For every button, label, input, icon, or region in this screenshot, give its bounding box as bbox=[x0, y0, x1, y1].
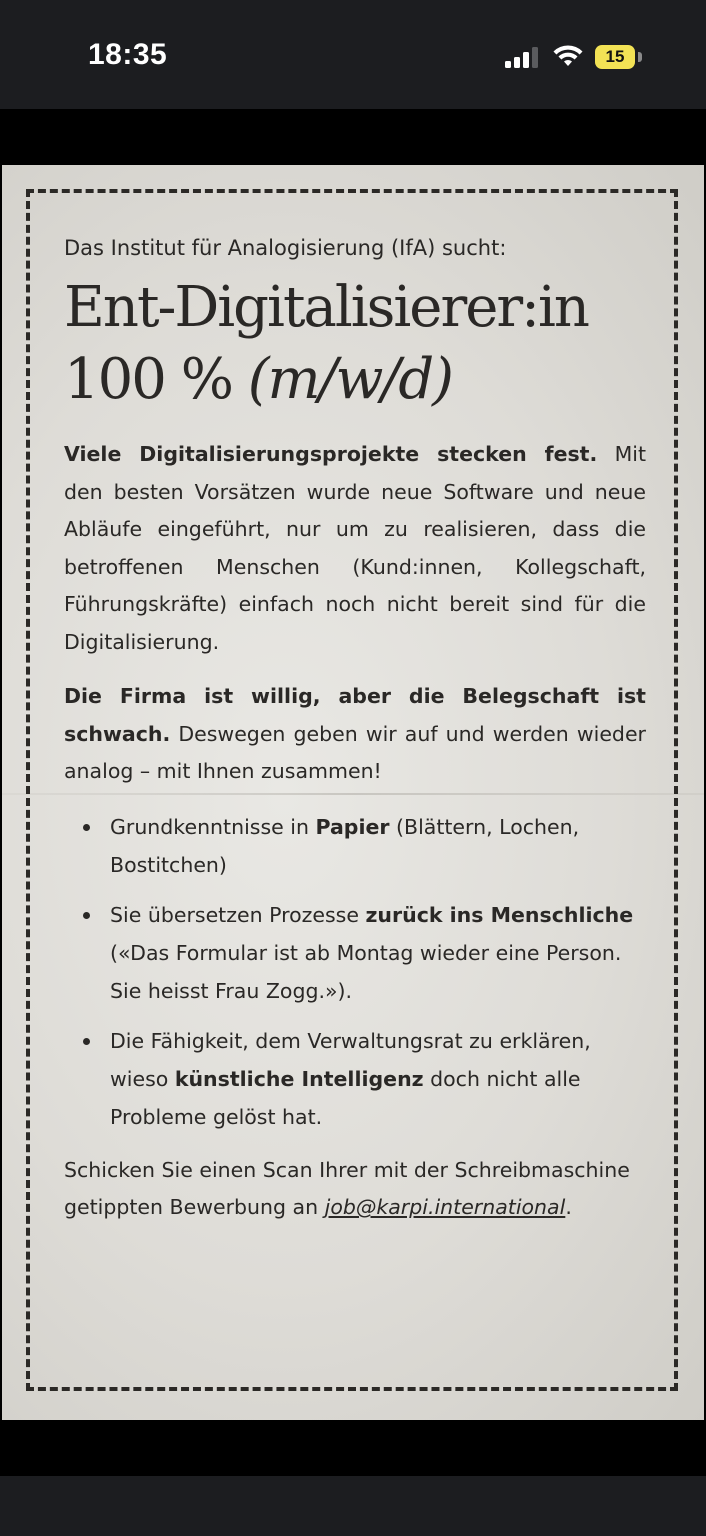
battery-level: 15 bbox=[605, 47, 625, 66]
requirements-list bbox=[64, 808, 646, 1136]
job-title bbox=[64, 272, 646, 416]
paragraph-2-bold: Die Firma ist willig, aber die Belegschaft ist schwach. bbox=[64, 684, 646, 746]
status-bar bbox=[0, 0, 706, 109]
paragraph-2 bbox=[64, 678, 646, 791]
paragraph-2-text: Deswegen geben wir auf und werden wieder analog – mit Ihnen zusammen! bbox=[64, 721, 646, 784]
paragraph-1-bold: Viele Digitalisierungsprojekte stecken fest. bbox=[64, 442, 598, 467]
flyer-image bbox=[2, 165, 704, 1420]
list-item-bold: Papier bbox=[315, 814, 390, 839]
headline-line2-italic: (m/w/d) bbox=[247, 347, 453, 413]
closing-end: . bbox=[565, 1195, 572, 1220]
list-item-bold: zurück ins Menschliche bbox=[365, 902, 634, 927]
list-item bbox=[64, 896, 646, 1010]
paragraph-1-text: Mit den besten Vorsätzen wurde neue Software und neue Abläufe eingeführt, nur um zu realisieren, dass die betroffenen Menschen (Kund:innen, Kollegschaft, Führungskräfte) einfach noch nicht bereit sind für die Digitalisierung. bbox=[64, 442, 647, 654]
list-item-text: Sie übersetzen Prozesse bbox=[110, 902, 366, 927]
list-item-text: (Blättern, Lochen, Bostitchen) bbox=[110, 814, 580, 877]
flyer-content bbox=[64, 235, 646, 1227]
paragraph-1 bbox=[64, 436, 646, 661]
list-item bbox=[64, 808, 646, 884]
email-address: job@karpi.international bbox=[324, 1195, 566, 1220]
battery-icon bbox=[595, 45, 635, 69]
list-item-text: Die Fähigkeit, dem Verwaltungsrat zu erklären, wieso bbox=[110, 1028, 591, 1091]
bullet-icon bbox=[83, 824, 90, 831]
bottom-bar bbox=[0, 1476, 706, 1536]
headline-line1: Ent-Digitalisierer:in bbox=[64, 275, 588, 341]
bullet-icon bbox=[83, 912, 90, 919]
cellular-signal-icon bbox=[505, 46, 541, 68]
bullet-icon bbox=[83, 1038, 90, 1045]
list-item-text: («Das Formular ist ab Montag wieder eine Person. Sie heisst Frau Zogg.»). bbox=[110, 940, 622, 1003]
headline-line2-plain: 100 % bbox=[64, 347, 248, 413]
letterbox-top bbox=[0, 109, 706, 165]
letterbox-bottom bbox=[0, 1420, 706, 1476]
list-item-text: Grundkenntnisse in bbox=[110, 814, 316, 839]
battery-cap bbox=[638, 52, 642, 62]
status-time: 18:35 bbox=[88, 38, 168, 71]
list-item bbox=[64, 1022, 646, 1136]
closing-text: Schicken Sie einen Scan Ihrer mit der Schreibmaschine getippten Bewerbung an bbox=[64, 1157, 630, 1220]
wifi-icon bbox=[552, 44, 584, 70]
application-instructions bbox=[64, 1152, 646, 1227]
list-item-text: doch nicht alle Probleme gelöst hat. bbox=[110, 1066, 581, 1129]
list-item-bold: künstliche Intelligenz bbox=[174, 1066, 424, 1091]
intro-line: Das Institut für Analogisierung (IfA) sucht: bbox=[64, 236, 507, 260]
